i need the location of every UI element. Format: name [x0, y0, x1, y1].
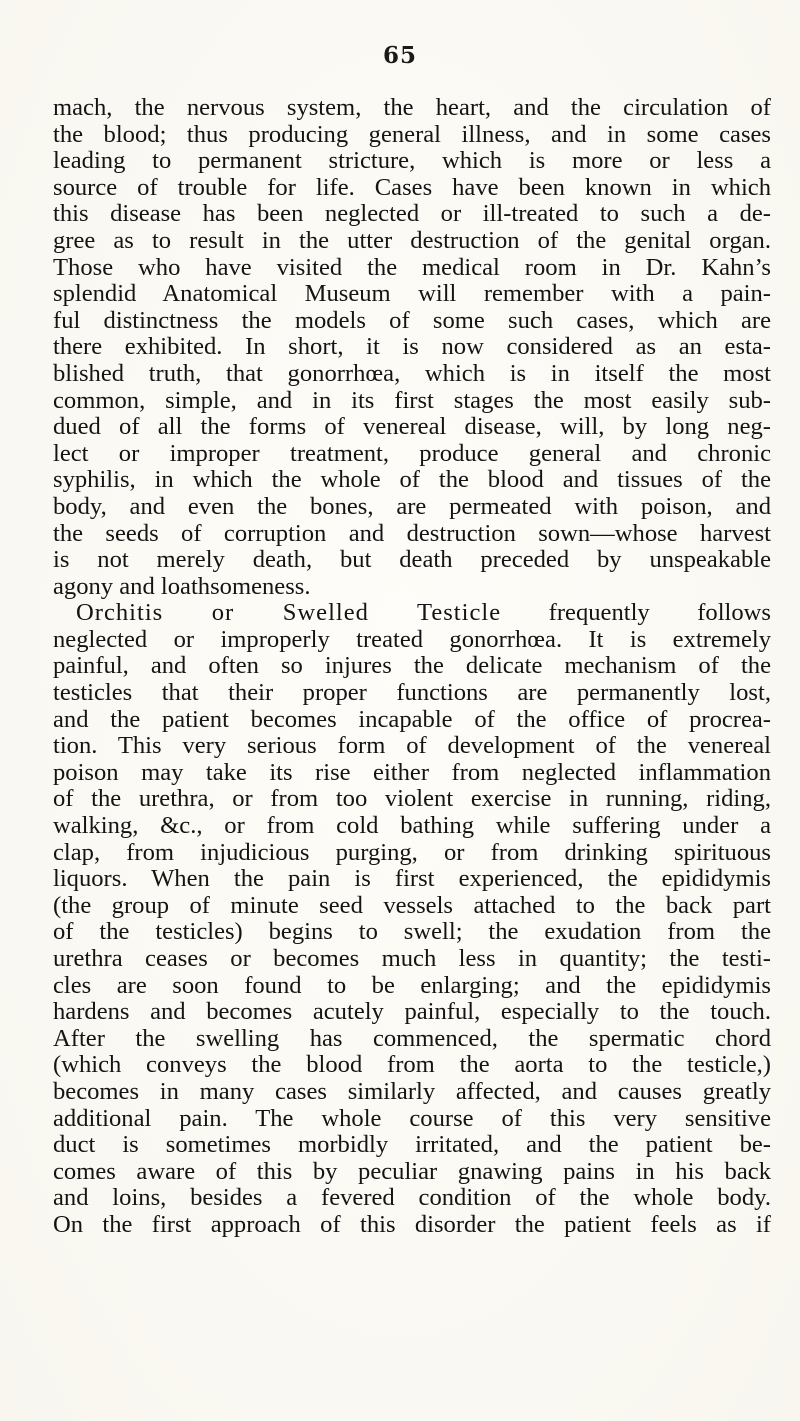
- paragraph-orchitis: [53, 600, 771, 1238]
- text-line: and the patient becomes incapable of the office of procrea-: [53, 705, 771, 733]
- text-line: (the group of minute seed vessels attached to the back part: [53, 891, 771, 919]
- text-line: clap, from injudicious purging, or from drinking spirituous: [53, 838, 771, 866]
- text-line: gree as to result in the utter destruction of the genital organ.: [53, 226, 771, 254]
- text-line: blished truth, that gonorrhœa, which is in itself the most: [53, 359, 771, 387]
- text-line: After the swelling has commenced, the spermatic chord: [53, 1024, 771, 1052]
- text-line: leading to permanent stricture, which is more or less a: [53, 147, 771, 175]
- text-line: additional pain. The whole course of this very sensitive: [53, 1104, 771, 1132]
- text-line: (which conveys the blood from the aorta to the testicle,): [53, 1051, 771, 1079]
- text-line: painful, and often so injures the delicate mechanism of the: [53, 652, 771, 680]
- text-line: the blood; thus producing general illness, and in some cases: [53, 120, 771, 148]
- text-line: there exhibited. In short, it is now considered as an esta-: [53, 333, 771, 361]
- text-line: walking, &c., or from cold bathing while suffering under a: [53, 812, 771, 840]
- text-line: urethra ceases or becomes much less in quantity; the testi-: [53, 945, 771, 972]
- text-line: splendid Anatomical Museum will remember with a pain-: [53, 280, 771, 308]
- text-line: common, simple, and in its first stages the most easily sub-: [53, 386, 771, 414]
- text-line: neglected or improperly treated gonorrhœa. It is extremely: [53, 625, 771, 653]
- text-line: [53, 600, 771, 627]
- text-line: source of trouble for life. Cases have been known in which: [53, 173, 771, 201]
- text-line: dued of all the forms of venereal disease, will, by long neg-: [53, 413, 771, 441]
- text-line: becomes in many cases similarly affected, and causes greatly: [53, 1077, 771, 1105]
- text-line: Those who have visited the medical room in Dr. Kahn’s: [53, 253, 771, 281]
- text-line: comes aware of this by peculiar gnawing pains in his back: [53, 1157, 771, 1185]
- text-line: liquors. When the pain is first experienced, the epididymis: [53, 865, 771, 893]
- text-line: of the testicles) begins to swell; the exudation from the: [53, 918, 771, 946]
- text-line: ful distinctness the models of some such cases, which are: [53, 306, 771, 334]
- text-line: the seeds of corruption and destruction sown—whose harvest: [53, 519, 771, 547]
- text-line: body, and even the bones, are permeated with poison, and: [53, 492, 771, 520]
- paragraph-venereal-consequences: [53, 95, 771, 600]
- text-line: testicles that their proper functions are permanently lost,: [53, 679, 771, 707]
- section-heading: Orchitis or Swelled Testicle: [76, 599, 502, 627]
- text-line: this disease has been neglected or ill-treated to such a de-: [53, 200, 771, 228]
- text-line: tion. This very serious form of development of the venereal: [53, 732, 771, 760]
- text-line: hardens and becomes acutely painful, especially to the touch.: [53, 998, 771, 1026]
- text-line: mach, the nervous system, the heart, and the circulation of: [53, 94, 771, 121]
- page-number: 65: [382, 42, 417, 69]
- text-line: poison may take its rise either from neglected inflammation: [53, 758, 771, 786]
- text-line: On the first approach of this disorder the patient feels as if: [53, 1210, 771, 1238]
- text-line: duct is sometimes morbidly irritated, and the patient be-: [53, 1131, 771, 1159]
- text-line: cles are soon found to be enlarging; and the epididymis: [53, 971, 771, 999]
- text-line: is not merely death, but death preceded by unspeakable: [53, 546, 771, 574]
- text-line: syphilis, in which the whole of the blood and tissues of the: [53, 466, 771, 494]
- heading-continuation: frequently follows: [548, 599, 772, 627]
- text-line: of the urethra, or from too violent exercise in running, riding,: [53, 785, 771, 813]
- text-line: and loins, besides a fevered condition of the whole body.: [53, 1184, 771, 1212]
- text-line: lect or improper treatment, produce general and chronic: [53, 439, 771, 467]
- text-line: agony and loathsomeness.: [53, 572, 311, 600]
- body-text: [53, 95, 771, 1239]
